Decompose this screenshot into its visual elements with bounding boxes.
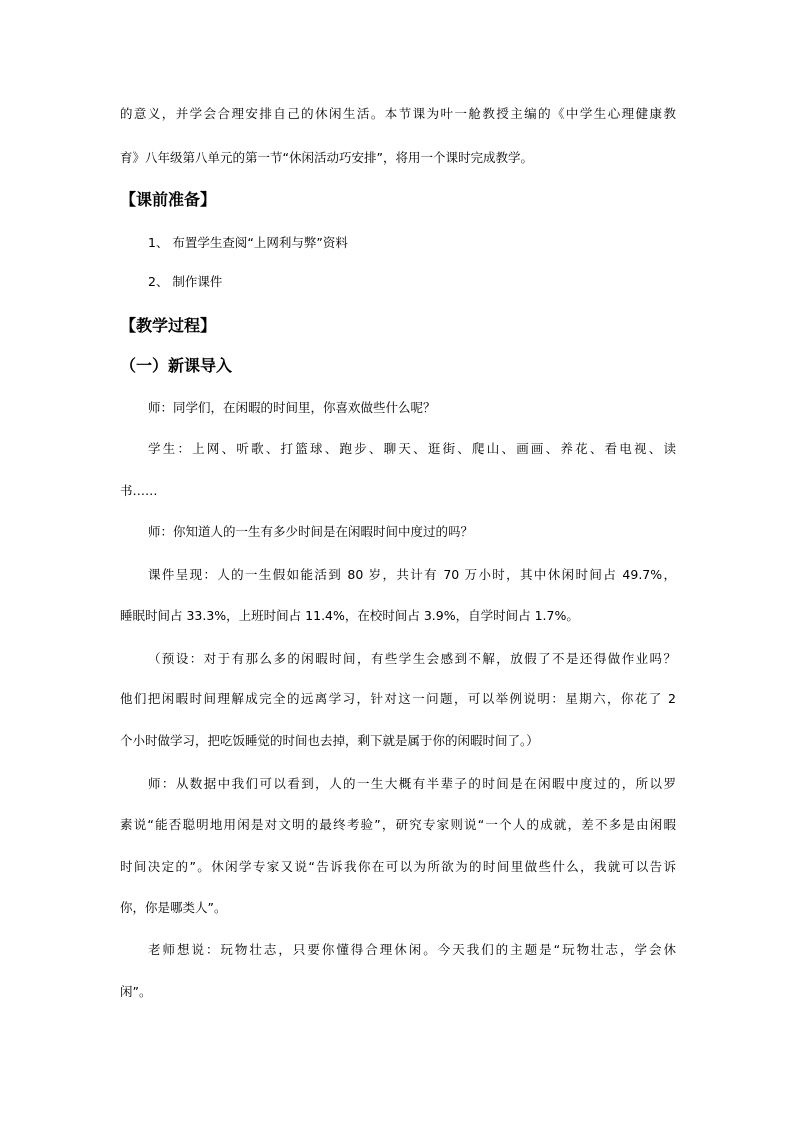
section-subheading: （一）新课导入 [120, 356, 233, 375]
prep-item-2: 2、 制作课件 [148, 274, 223, 289]
teacher-question-1: 师：同学们，在闲暇的时间里，你喜欢做些什么呢？ [148, 400, 436, 415]
teacher-thought-line-2: 闲”。 [120, 984, 152, 999]
teacher-thought-line-1: 老师想说：玩物壮志，只要你懂得合理休闲。今天我们的主题是“玩物壮志，学会休 [148, 942, 676, 957]
intro-line-2: 育》八年级第八单元的第一节“休闲活动巧安排”，将用一个课时完成教学。 [120, 150, 533, 165]
teacher-data-line-2: 素说“能否聪明地用闲是对文明的最终考验”，研究专家则说“一个人的成就，差不多是由闲暇 [120, 817, 676, 832]
prep-heading: 【课前准备】 [120, 190, 217, 209]
intro-line-1: 的意义，并学会合理安排自己的休闲生活。本节课为叶一舱教授主编的《中学生心理健康教 [120, 106, 676, 121]
students-answer-line-2: 书…… [120, 483, 158, 498]
preset-line-2: 他们把闲暇时间理解成完全的远离学习，针对这一问题，可以举例说明：星期六，你花了 2 [120, 691, 676, 706]
students-answer-line-1: 学生：上网、听歌、打篮球、跑步、聊天、逛街、爬山、画画、养花、看电视、读 [148, 441, 676, 456]
courseware-line-1: 课件呈现：人的一生假如能活到 80 岁，共计有 70 万小时，其中休闲时间占 49.7%， [148, 567, 676, 582]
courseware-line-2: 睡眠时间占 33.3%，上班时间占 11.4%，在校时间占 3.9%，自学时间占 1.7%。 [120, 608, 579, 623]
teacher-data-line-1: 师：从数据中我们可以看到，人的一生大概有半辈子的时间是在闲暇中度过的，所以罗 [148, 776, 676, 791]
prep-item-1: 1、 布置学生查阅“上网利与弊”资料 [148, 235, 348, 250]
preset-line-3: 个小时做学习，把吃饭睡觉的时间也去掉，剩下就是属于你的闲暇时间了。） [120, 733, 539, 748]
teacher-question-2: 师：你知道人的一生有多少时间是在闲暇时间中度过的吗？ [148, 524, 474, 539]
teacher-data-line-4: 你，你是哪类人”。 [120, 900, 227, 915]
teacher-data-line-3: 时间决定的”。休闲学专家又说“告诉我你在可以为所欲为的时间里做些什么，我就可以告诉 [120, 859, 676, 874]
process-heading: 【教学过程】 [120, 316, 217, 335]
preset-line-1: （预设：对于有那么多的闲暇时间，有些学生会感到不解，放假了不是还得做作业吗？ [148, 651, 676, 666]
